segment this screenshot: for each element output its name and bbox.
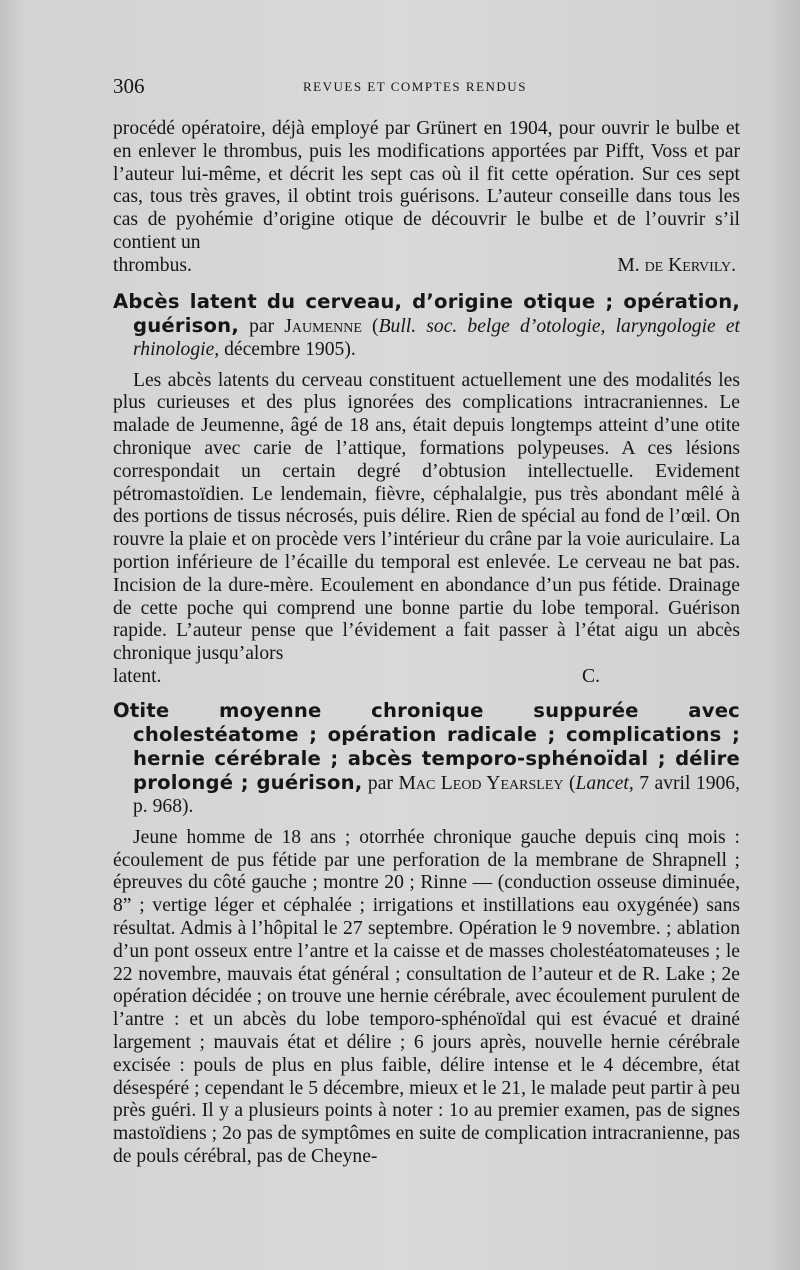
article1-last-word: latent.: [113, 665, 162, 687]
article1-tail: [113, 666, 740, 689]
running-head: REVUES ET COMPTES RENDUS: [303, 79, 527, 94]
article2-paragraph: Jeune homme de 18 ans ; otorrhée chronique gauche depuis cinq mois : écoulement de pus fétide par une perforation de la membrane de Shrapnell ; épreuves du côté gauche ; montre 20 ; Rinne — (conduction osseuse diminuée, 8” ; vertige léger et céphalée ; irrigations et instillations eau oxygénée) sans résultat. Admis à l’hôpital le 27 septembre. Opération le 9 novembre. ; ablation d’un pont osseux entre l’antre et la caisse et de masses cholestéatomateuses ; le 22 novembre, mauvais état général ; consultation de l’auteur et de R. Lake ; 2e opération décidée ; on trouve une hernie cérébrale, avec écoulement purulent de l’antre : et un abcès du lobe temporo-sphénoïdal qui est évacué et drainé largement ; mauvais état et délire ; 6 jours après, nouvelle hernie cérébrale excisée : pouls de plus en plus faible, délire intense et le 4 décembre, état désespéré ; cependant le 5 décembre, mieux et le 21, le malade peut partir à peu près guéri. Il y a plusieurs points à noter : 1o au premier examen, pas de signes mastoïdiens ; 2o pas de symptômes en suite de complication intracranienne, pas de pouls cérébral, pas de Cheyne-: [113, 826, 740, 1167]
article2-title: Otite moyenne chronique suppurée avec cholestéatome ; opération radicale ; complications ; hernie cérébrale ; abcès temporo-sphénoïdal ; délire prolongé ; guérison,: [113, 698, 740, 794]
article2-body: [113, 827, 740, 1169]
article2-by: par: [362, 772, 399, 794]
article1-body: [113, 370, 740, 689]
intro-last-word: thrombus.: [113, 254, 192, 276]
article2-journal: Lancet,: [575, 772, 634, 794]
signature-name: Kervily.: [668, 254, 736, 276]
article1-journal: Bull. soc. belge d’otologie, laryngologie et rhinologie,: [133, 315, 740, 360]
intro-tail: [113, 255, 740, 278]
intro-section: [113, 118, 740, 278]
page-body: [113, 118, 740, 1169]
article2-source-open: (: [563, 772, 576, 794]
page-header: [113, 74, 740, 104]
article1-signature: C.: [582, 665, 600, 687]
article1-title: Abcès latent du cerveau, d’origine otique ; opération, guérison,: [113, 289, 740, 337]
signature-prefix: M. de: [617, 254, 664, 276]
article1-author: Jaumenne: [284, 315, 362, 337]
article1-source-open: (: [361, 315, 379, 337]
page-number: 306: [113, 74, 145, 98]
article1-by: par: [238, 315, 285, 337]
intro-signature: [617, 255, 740, 278]
article1-heading: [113, 290, 740, 361]
article2-heading: [113, 699, 740, 818]
article1-paragraph: Les abcès latents du cerveau constituent actuellement une des modalités les plus curieuses et des plus ignorées des complications intracraniennes. Le malade de Jeumenne, âgé de 18 ans, était depuis longtemps atteint d’une otite chronique avec carie de l’attique, formations polypeuses. A ces lésions correspondait un certain degré d’obtusion intellectuelle. Evidement pétromastoïdien. Le lendemain, fièvre, céphalalgie, pus très abondant mêlé à des portions de tissus nécrosés, puis délire. Rien de spécial au fond de l’œil. On rouvre la plaie et on procède vers l’intérieur du crâne par la voie auriculaire. La portion inférieure de l’écaille du temporal est enlevée. Le cerveau ne bat pas. Incision de la dure-mère. Ecoulement en abondance d’un pus fétide. Drainage de cette poche qui comprend une bonne partie du lobe temporal. Guérison rapide. L’auteur pense que l’évidement a fait passer à l’état aigu un abcès chronique jusqu’alors: [113, 369, 740, 665]
article2-author: Mac Leod Yearsley: [398, 772, 564, 794]
intro-paragraph: procédé opératoire, déjà employé par Grünert en 1904, pour ouvrir le bulbe et en enlever le thrombus, puis les modifications apportées par Pifft, Voss et par l’auteur lui-même, et décrit les sept cas où il fit cette opération. Sur ces sept cas, tous très graves, il obtint trois guérisons. L’auteur conseille dans tous les cas de pyohémie d’origine otique de découvrir le bulbe et de l’ouvrir s’il contient un: [113, 118, 740, 253]
article2-date: 7 avril 1906, p. 968).: [133, 772, 740, 817]
article1-date: décembre 1905).: [219, 338, 356, 360]
